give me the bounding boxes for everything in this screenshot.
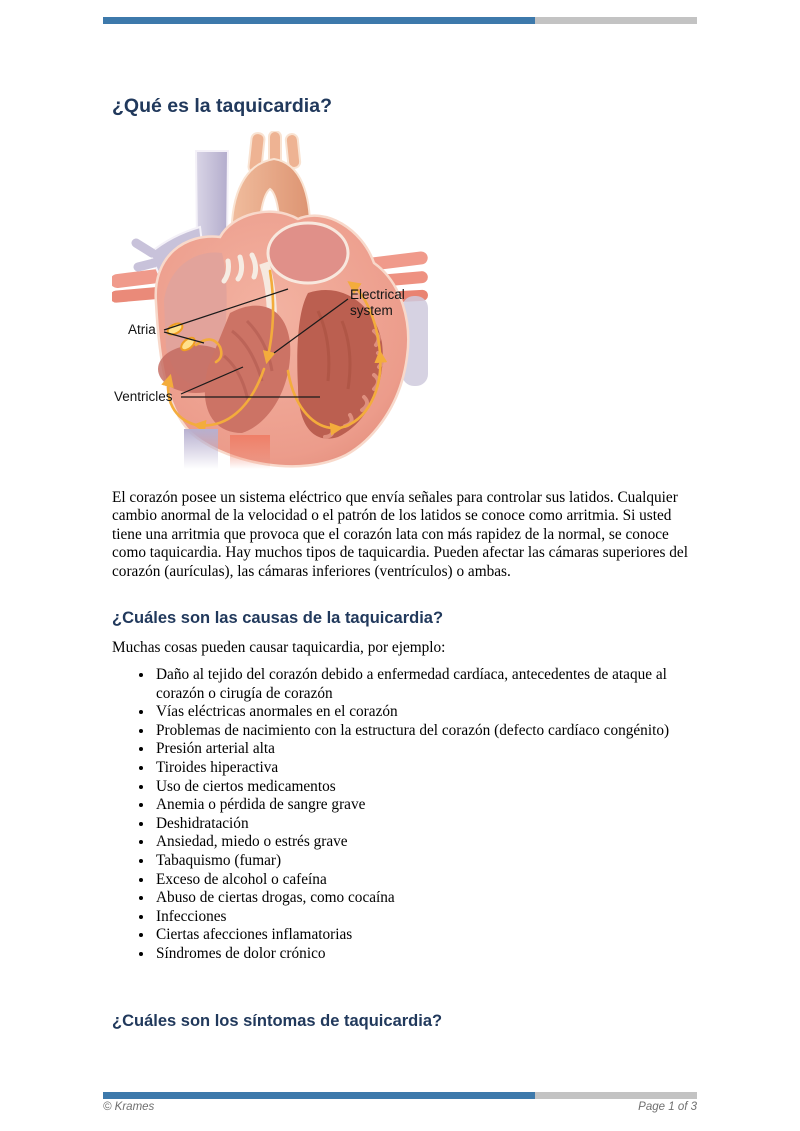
footer-accent-bar-gray-segment — [535, 1092, 697, 1099]
list-item: • Abuso de ciertas drogas, como cocaína — [154, 889, 702, 908]
list-item: • Uso de ciertos medicamentos — [154, 778, 702, 797]
electrical-system-label: Electrical system — [350, 287, 405, 318]
ventricles-label: Ventricles — [114, 389, 173, 404]
footer — [103, 1101, 697, 1113]
page-title: ¿Qué es la taquicardia? — [112, 95, 332, 117]
top-accent-bar-blue-segment — [103, 17, 535, 24]
list-item: • Infecciones — [154, 908, 702, 927]
footer-copyright: © Krames — [103, 1101, 155, 1113]
top-accent-bar-gray-segment — [535, 17, 697, 24]
list-item: • Síndromes de dolor crónico — [154, 945, 702, 964]
heart-illustration-figure — [112, 131, 434, 469]
descending-aorta — [230, 435, 270, 469]
list-item: • Vías eléctricas anormales en el corazón — [154, 703, 702, 722]
atria-label: Atria — [128, 322, 156, 337]
causes-list-container — [124, 666, 702, 964]
footer-accent-bar-blue-segment — [103, 1092, 535, 1099]
list-item: • Presión arterial alta — [154, 740, 702, 759]
intro-paragraph: El corazón posee un sistema eléctrico que envía señales para controlar sus latidos. Cualquier cambio anormal de la velocidad o el patrón de los latidos se conoce como arritmia. Si usted tiene una arritmia que provoca que el corazón lata con más rapidez de la normal, se conoce como taquicardia. Hay muchos tipos de taquicardia. Pueden afectar las cámaras superiores del corazón (aurículas), las cámaras inferiores (ventrículos) o ambas. — [112, 489, 688, 580]
footer-page-info: Page 1 of 3 — [638, 1101, 697, 1113]
inferior-vena-cava — [184, 429, 218, 469]
list-item: • Ansiedad, miedo o estrés grave — [154, 833, 702, 852]
causes-list — [124, 666, 702, 964]
list-item: • Ciertas afecciones inflamatorias — [154, 926, 702, 945]
causes-intro: Muchas cosas pueden causar taquicardia, por ejemplo: — [112, 639, 446, 656]
list-item: • Daño al tejido del corazón debido a enfermedad cardíaca, antecedentes de ataque al corazón o cirugía de corazón — [154, 666, 702, 703]
list-item: • Problemas de nacimiento con la estructura del corazón (defecto cardíaco congénito) — [154, 722, 702, 741]
top-accent-bar — [103, 17, 697, 24]
left-atrium — [268, 223, 348, 283]
causes-heading: ¿Cuáles son las causas de la taquicardia? — [112, 609, 444, 627]
list-item: • Exceso de alcohol o cafeína — [154, 871, 702, 890]
list-item: • Deshidratación — [154, 815, 702, 834]
footer-accent-bar — [103, 1092, 697, 1099]
list-item: • Tabaquismo (fumar) — [154, 852, 702, 871]
list-item: • Tiroides hiperactiva — [154, 759, 702, 778]
list-item: • Anemia o pérdida de sangre grave — [154, 796, 702, 815]
symptoms-heading: ¿Cuáles son los síntomas de taquicardia? — [112, 1012, 443, 1030]
